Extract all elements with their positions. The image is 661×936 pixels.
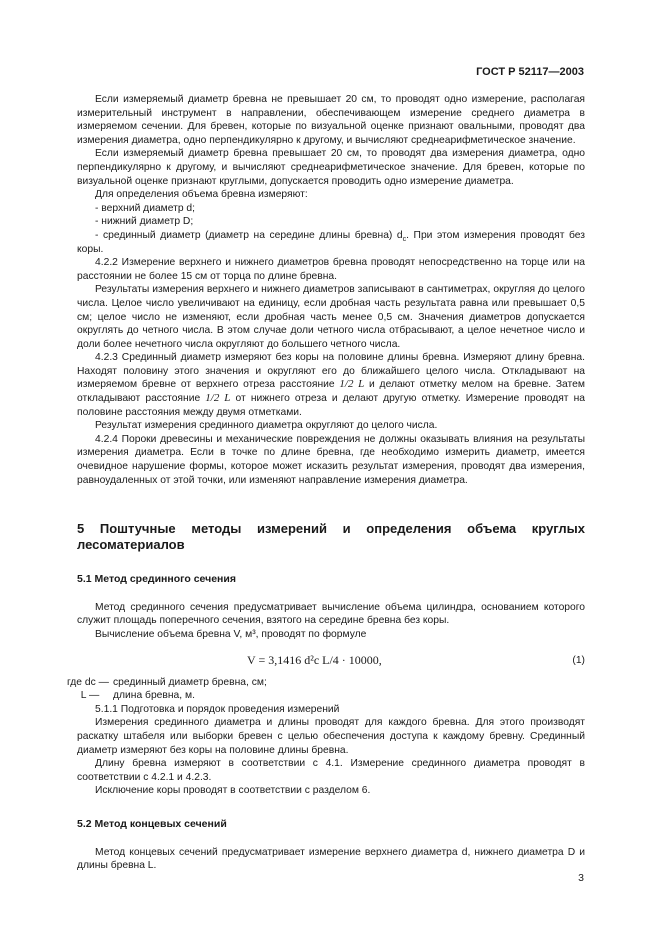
where-block [67, 676, 585, 703]
paragraph: Если измеряемый диаметр бревна не превышает 20 см, то проводят одно измерение, располагая измерительный инструмент в направлении, обеспечивающем измерение среднего диаметра в измеряемом сечении. Для бревен, которые по визуальной оценке признают овальными, проводят два измерения диаметра, одно перпендикулярно к другому, и вычисляют среднеарифметическое значение. [77, 94, 585, 146]
text: от нижнего отреза и делают другую отметку. Измерение проводят на половине расстояния между двумя отметками. [77, 393, 585, 418]
paragraph: 4.2.2 Измерение верхнего и нижнего диаметров бревна проводят непосредственно на торце или на расстоянии не более 15 см от торца по длине бревна. [77, 257, 585, 282]
paragraph: Метод срединного сечения предусматривает вычисление объема цилиндра, основанием которого служит площадь поперечного сечения, взятого на середине бревна без коры. [77, 601, 585, 627]
paragraph: Метод концевых сечений предусматривает измерение верхнего диаметра d, нижнего диаметра D и длины бревна L. [77, 846, 585, 872]
paragraph: 5.1.1 Подготовка и порядок проведения измерений [95, 703, 340, 715]
list-item-text: - срединный диаметр (диаметр на середине длины бревна) d [95, 229, 403, 241]
symbol-definition: длина бревна, м. [113, 690, 195, 702]
page-header: ГОСТ Р 52117—2003 [476, 66, 584, 78]
paragraph: Если измеряемый диаметр бревна превышает 20 см, то проводят два измерения диаметра, одно перпендикулярно к другому, и вычисляют среднеарифметическое значение. Для бревен, которые по визуальной оценке признают круглыми, допускается проводить одно измерение диаметра. [77, 148, 585, 187]
paragraph: 4.2.4 Пороки древесины и механические повреждения не должны оказывать влияния на результаты измерения диаметра. Если в точке по длине бревна, где необходимо измерить диаметр, имеется очевидное нарушение формы, которое может исказить результат измерения, проводят два измерения, равноудаленных от этой точки, или изменяют направление измерения диаметра. [77, 433, 585, 486]
fraction: 1/2 L [339, 378, 365, 391]
paragraph [77, 351, 585, 419]
symbol: где dc — [67, 676, 109, 688]
paragraph: Длину бревна измеряют в соответствии с 4.1. Измерение срединного диаметра проводят в соответствии с 4.2.1 и 4.2.3. [77, 758, 585, 783]
formula: V = 3,1416 d²c L/4 · 10000, [247, 652, 382, 667]
formula-block [77, 648, 585, 676]
list-item-text: . При этом измерения проводят без коры. [77, 229, 585, 255]
fraction: 1/2 L [205, 392, 231, 405]
subsection-heading: 5.2 Метод концевых сечений [77, 817, 227, 830]
paragraph: Результаты измерения верхнего и нижнего диаметров записывают в сантиметрах, округляя до целого числа. Целое число увеличивают на единицу, если дробная часть результата равна или превышает 0,5 см; целое число не изменяют, если дробная часть менее 0,5 см. Значения диаметров допускается округлять до четного числа. В этом случае доли четного числа отбрасывают, а целое нечетное число и доли более нечетного числа округляют до большего четного числа. [77, 284, 585, 350]
paragraph: Вычисление объема бревна V, м³, проводят по формуле [95, 629, 367, 640]
paragraph: Исключение коры проводят в соответствии с разделом 6. [95, 785, 371, 797]
paragraph: Измерения срединного диаметра и длины проводят для каждого бревна. Для этого производят раскатку штабеля или выборки бревен с целью обеспечения доступа к каждому бревну. Срединный диаметр измеряют без коры на половине длины бревна. [77, 717, 585, 756]
formula-number: (1) [572, 654, 585, 666]
list-item [77, 229, 585, 256]
symbol-definition: срединный диаметр бревна, см; [113, 676, 267, 688]
subscript: c [402, 235, 407, 243]
paragraph: Результат измерения срединного диаметра округляют до целого числа. [95, 420, 438, 432]
list-item: - верхний диаметр d; [95, 202, 196, 214]
list-item: - нижний диаметр D; [95, 216, 194, 228]
text: и делают отметку мелом на бревне. Затем откладывают расстояние [77, 379, 585, 405]
paragraph: Для определения объема бревна измеряют: [95, 189, 308, 201]
subsection-heading: 5.1 Метод срединного сечения [77, 573, 236, 586]
document-body [67, 93, 585, 873]
text: 4.2.3 Срединный диаметр измеряют без коры на половине длины бревна. Измеряют длину бревна. Находят половину этого значения и округляют его до ближайшего целого числа. Откладывают на измеряемом бревне от верхнего отреза расстояние [77, 352, 585, 391]
section-heading: 5 Поштучные методы измерений и определения объема круглых лесоматериалов [77, 521, 585, 553]
symbol: L — [80, 690, 100, 702]
page-number: 3 [578, 872, 584, 884]
